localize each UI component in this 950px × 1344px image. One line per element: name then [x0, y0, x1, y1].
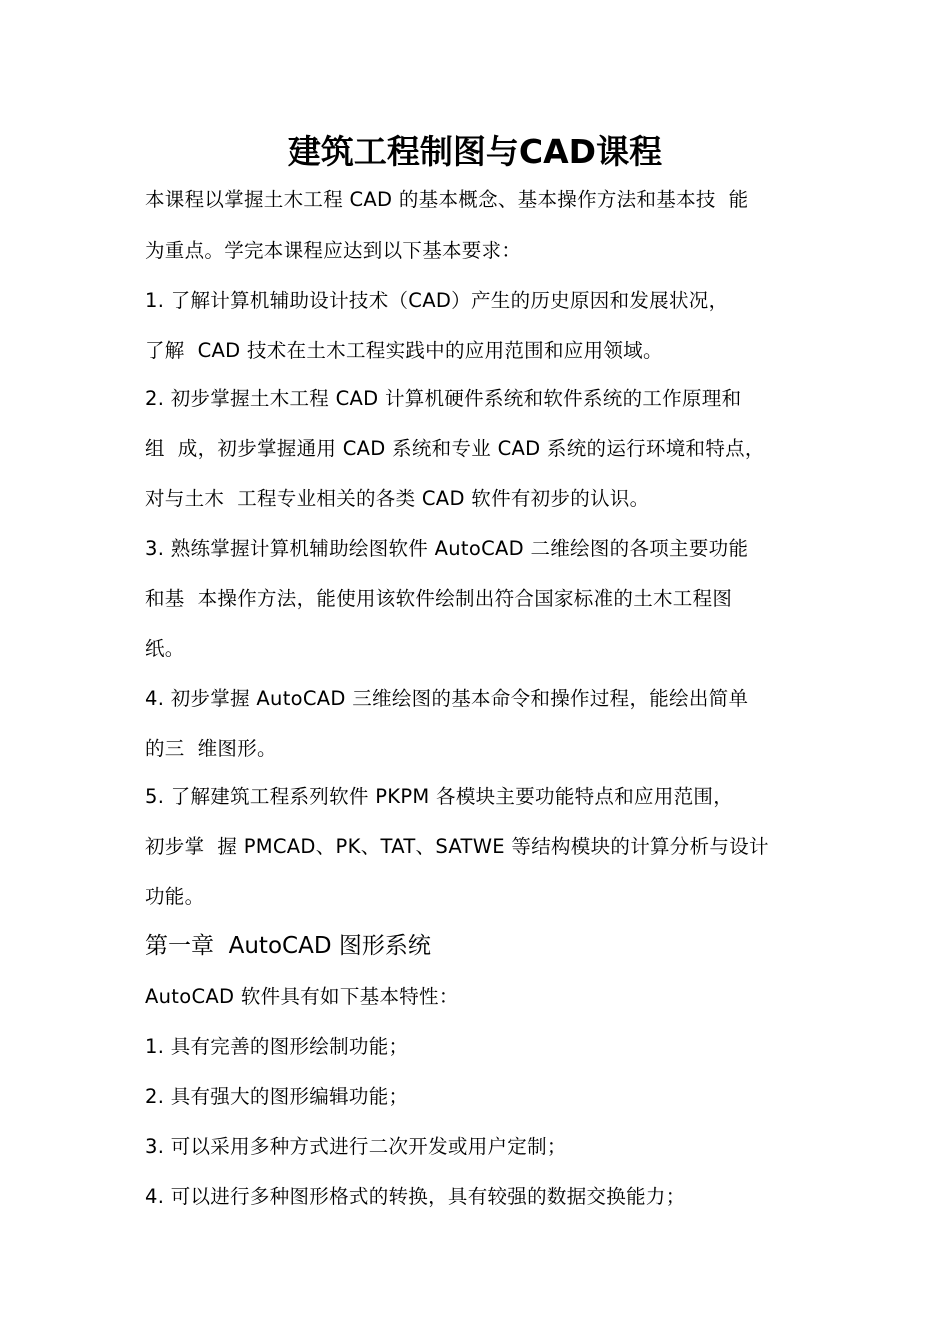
requirement-2-line-2: 组 成，初步掌握通用 CAD 系统和专业 CAD 系统的运行环境和特点，: [145, 437, 765, 460]
requirement-2-line-1: 2. 初步掌握土木工程 CAD 计算机硬件系统和软件系统的工作原理和: [145, 387, 742, 410]
requirement-3-line-1: 3. 熟练掌握计算机辅助绘图软件 AutoCAD 二维绘图的各项主要功能: [145, 537, 749, 560]
chapter-heading: 第一章 AutoCAD 图形系统: [145, 933, 431, 959]
chapter-intro: AutoCAD 软件具有如下基本特性：: [145, 985, 459, 1008]
requirement-1-line-2: 了解 CAD 技术在土木工程实践中的应用范围和应用领域。: [145, 339, 663, 362]
feature-item-2: 2. 具有强大的图形编辑功能；: [145, 1085, 409, 1108]
requirement-5-line-2: 初步掌 握 PMCAD、PK、TAT、SATWE 等结构模块的计算分析与设计: [145, 835, 769, 858]
requirement-3-line-3: 纸。: [145, 637, 185, 660]
requirement-3-line-2: 和基 本操作方法，能使用该软件绘制出符合国家标准的土木工程图: [145, 587, 733, 610]
feature-item-3: 3. 可以采用多种方式进行二次开发或用户定制；: [145, 1135, 567, 1158]
feature-item-4: 4. 可以进行多种图形格式的转换，具有较强的数据交换能力；: [145, 1185, 686, 1208]
requirement-5-line-3: 功能。: [145, 885, 205, 908]
requirement-5-line-1: 5. 了解建筑工程系列软件 PKPM 各模块主要功能特点和应用范围，: [145, 785, 734, 808]
document-title: 建筑工程制图与CAD课程: [287, 132, 663, 171]
requirement-1-line-1: 1. 了解计算机辅助设计技术（CAD）产生的历史原因和发展状况，: [145, 289, 729, 312]
requirement-2-line-3: 对与土木 工程专业相关的各类 CAD 软件有初步的认识。: [145, 487, 650, 510]
requirement-4-line-1: 4. 初步掌握 AutoCAD 三维绘图的基本命令和操作过程，能绘出简单: [145, 687, 749, 710]
intro-line-2: 为重点。学完本课程应达到以下基本要求：: [145, 239, 522, 262]
intro-line-1: 本课程以掌握土木工程 CAD 的基本概念、基本操作方法和基本技 能: [145, 188, 749, 211]
feature-item-1: 1. 具有完善的图形绘制功能；: [145, 1035, 409, 1058]
requirement-4-line-2: 的三 维图形。: [145, 737, 277, 760]
